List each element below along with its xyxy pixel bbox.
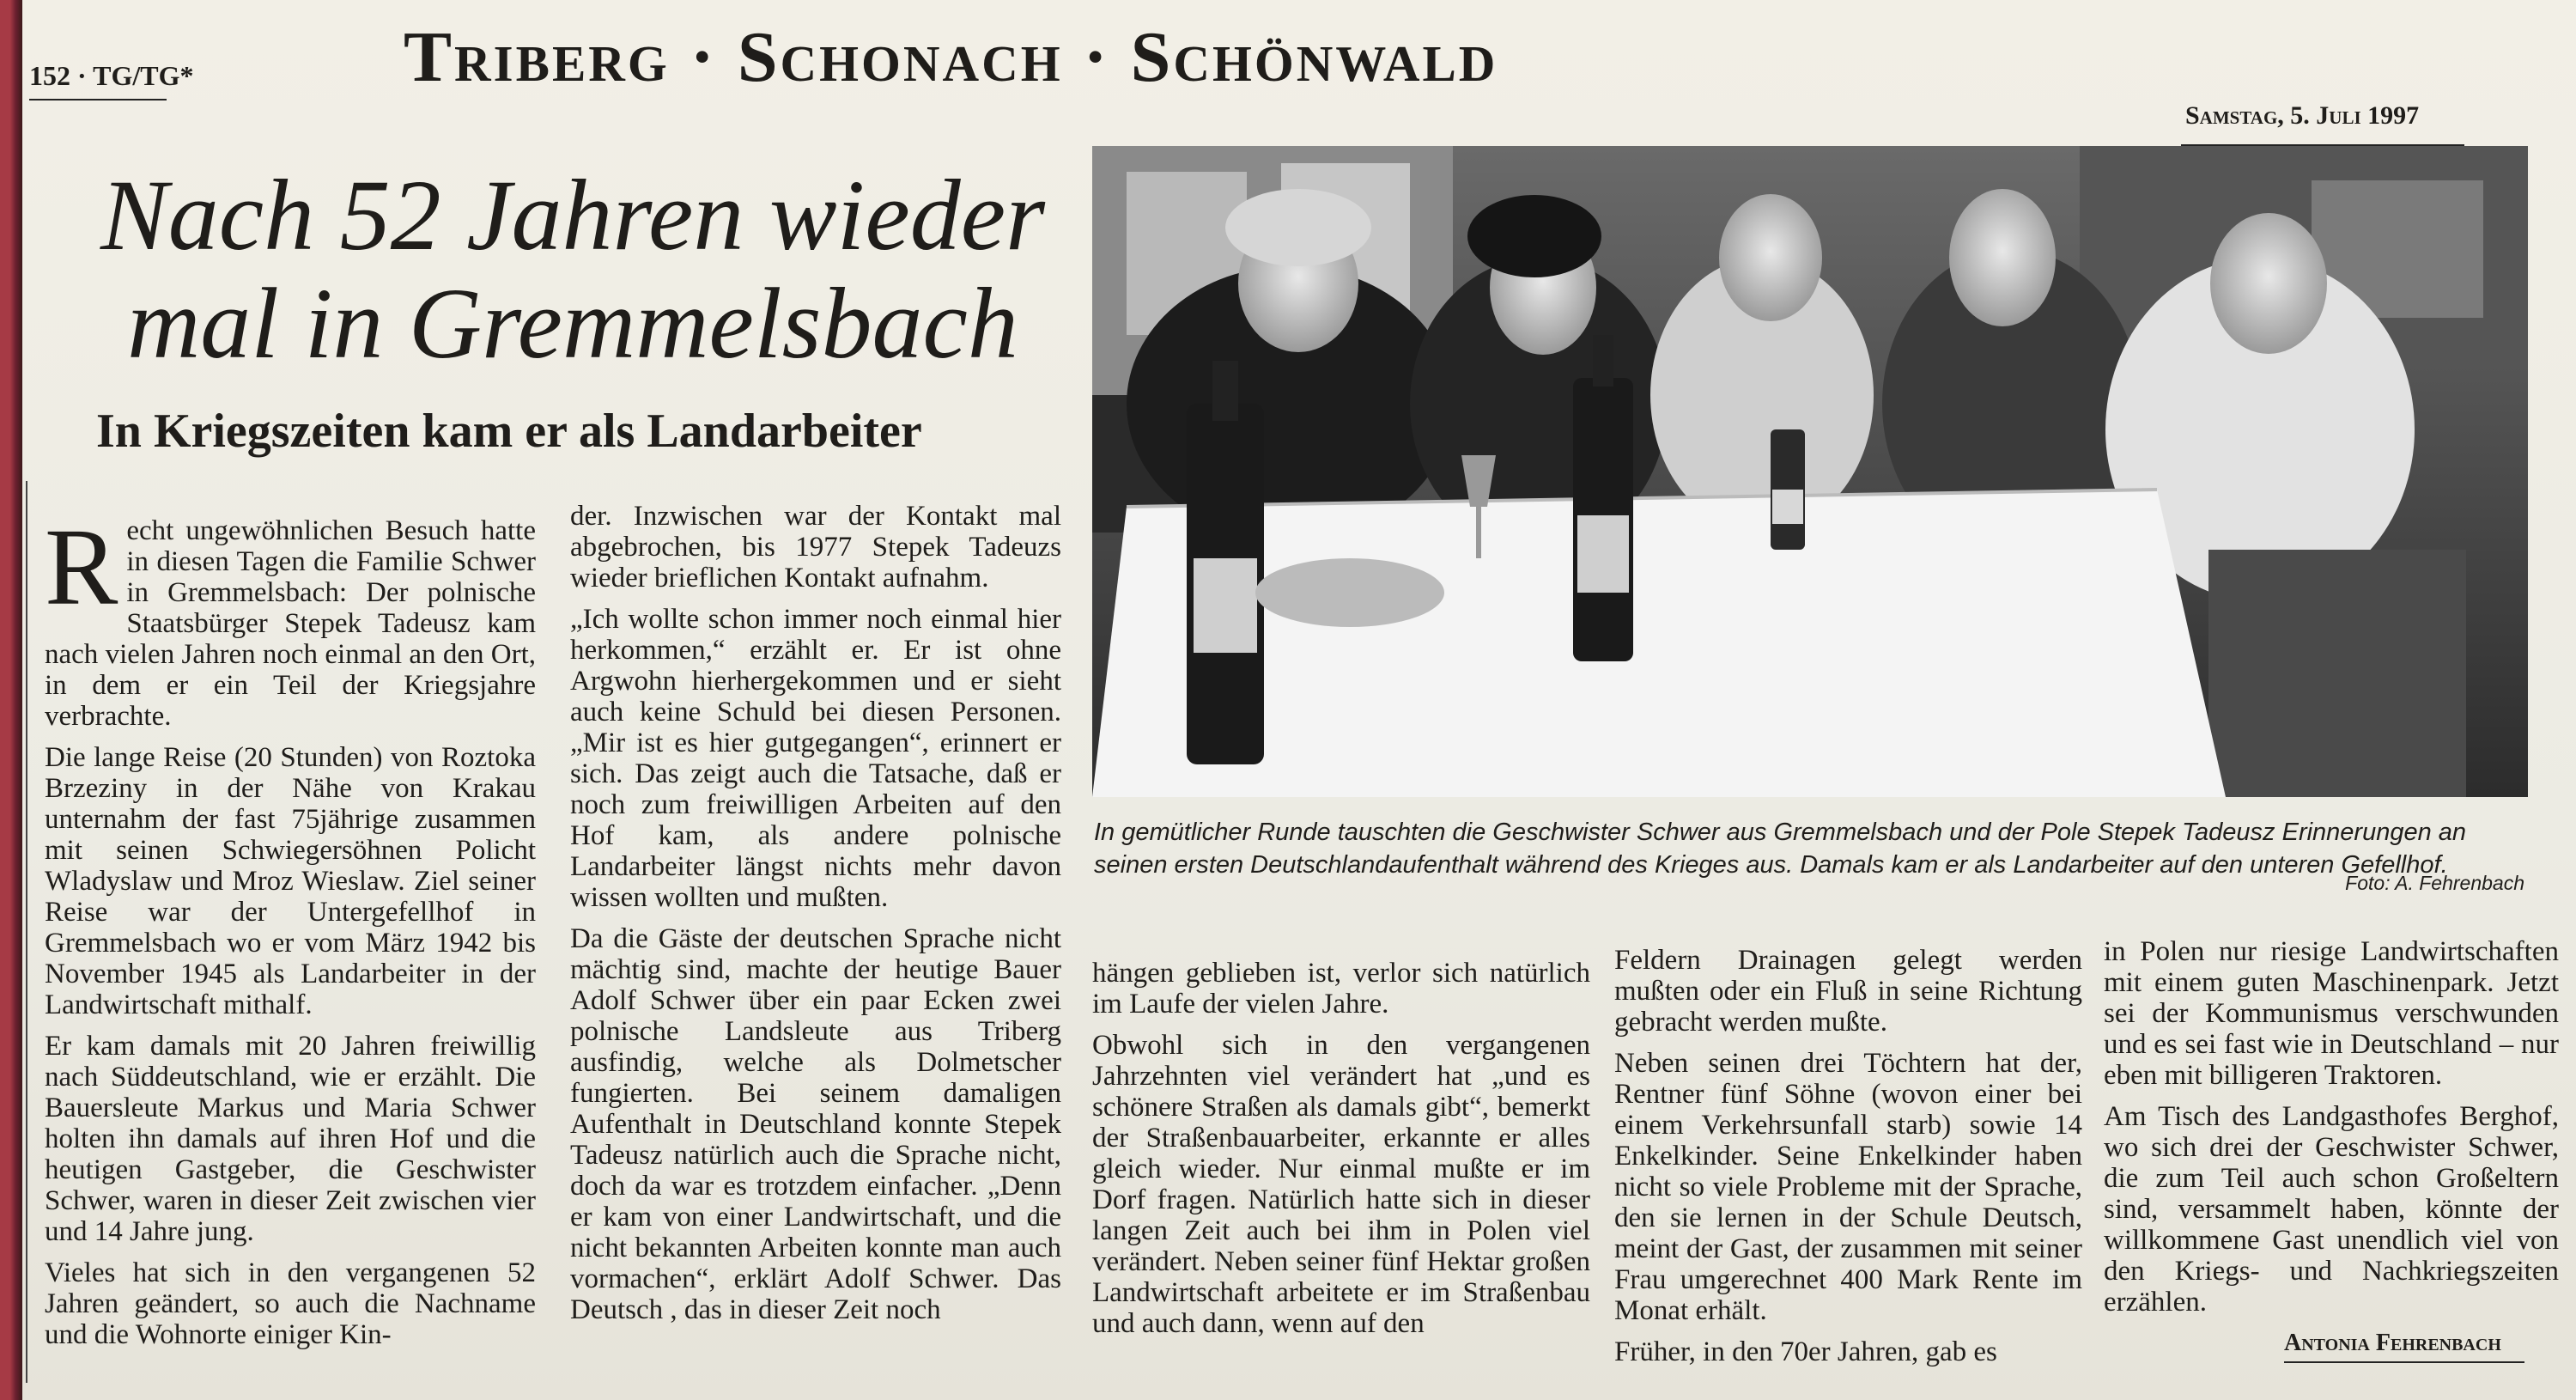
article-column-5	[2104, 936, 2559, 1328]
col3-para-1: hängen geblieben ist, verlor sich natürlich im Laufe der vielen Jahre.	[1092, 958, 1590, 1020]
issue-date: Samstag, 5. Juli 1997	[2185, 101, 2420, 130]
col4-para-2: Neben seinen drei Töchtern hat der, Rentner fünf Söhne (wovon einer bei einem Verkehrsunfall starb) sowie 14 Enkelkinder. Seine Enkelkinder haben nicht so viele Probleme mit der Sprache, den sie lernen in der Schule Deutsch, meint der Gast, der zusammen mit seiner Frau umgerechnet 400 Mark Rente im Monat erhält.	[1614, 1048, 2082, 1326]
photo-illustration	[1092, 146, 2528, 797]
author-rule	[2284, 1361, 2524, 1363]
article-column-1	[45, 506, 536, 1360]
photo-credit: Foto: A. Fehrenbach	[2345, 872, 2524, 894]
masthead: Triberg · Schonach · Schönwald	[404, 17, 1498, 97]
col2-para-2: „Ich wollte schon immer noch einmal hier herkommen,“ erzählt er. Er ist ohne Argwohn hierhergekommen und er sieht auch keine Schuld bei diesen Personen. „Mir ist es hier gutgegangen“, erinnert er sich. Das zeigt auch die Tatsache, daß er noch zum freiwilligen Arbeiten auf den Hof kam, als andere polnische Landarbeiter längst nichts mehr davon wissen wollten und mußten.	[570, 604, 1061, 913]
col5-para-1: in Polen nur riesige Landwirtschaften mit einem guten Maschinenpark. Jetzt sei der Kommunismus verschwunden und es sei fast wie in Deutschland – nur eben mit billigeren Traktoren.	[2104, 936, 2559, 1091]
col1-para-2: Die lange Reise (20 Stunden) von Roztoka Brzeziny in der Nähe von Krakau unternahm der fast 75jährige zusammen mit seinen Schwiegersöhnen Policht Wladyslaw und Mroz Wieslaw. Ziel seiner Reise war der Untergefellhof in Gremmelsbach wo er vom März 1942 bis November 1945 als Landarbeiter in der Landwirtschaft mithalf.	[45, 742, 536, 1020]
subheadline: In Kriegszeiten kam er als Landarbeiter	[96, 405, 922, 458]
author-byline: Antonia Fehrenbach	[2284, 1330, 2501, 1356]
article-photo	[1092, 146, 2528, 797]
col3-para-2: Obwohl sich in den vergangenen Jahrzehnten viel verändert hat „und es schönere Straßen als damals gibt“, bemerkt der Straßenbauarbeiter, erkannte er alles gleich wieder. Nur einmal mußte er im Dorf fragen. Natürlich hatte sich in dieser langen Zeit auch bei ihm in Polen viel verändert. Neben seiner fünf Hektar großen Landwirtschaft arbeitete er im Straßenbau und auch dann, wenn auf den	[1092, 1030, 1590, 1339]
header-rule-left	[29, 99, 167, 100]
article-column-3	[1092, 958, 1590, 1349]
photo-caption: In gemütlicher Runde tauschten die Geschwister Schwer aus Gremmelsbach und der Pole Stepek Tadeusz Erinnerungen an seinen ersten Deutschlandaufenthalt während des Krieges aus. Damals kam er als Landarbeiter auf den unteren Gefellhof.	[1094, 819, 2467, 879]
page-edge	[0, 0, 22, 1400]
page-number: 152 · TG/TG*	[29, 60, 194, 91]
col5-para-2: Am Tisch des Landgasthofes Berghof, wo sich drei der Geschwister Schwer, die zum Teil auch schon Großeltern sind, versammelt haben, könnte der willkommene Gast unendlich viel von den Kriegs- und Nachkriegszeiten erzählen.	[2104, 1101, 2559, 1318]
col4-para-3: Früher, in den 70er Jahren, gab es	[1614, 1336, 1997, 1367]
col2-para-1: der. Inzwischen war der Kontakt mal abgebrochen, bis 1977 Stepek Tadeuzs wieder brieflichen Kontakt aufnahm.	[570, 501, 1061, 593]
col4-para-1: Feldern Drainagen gelegt werden mußten oder ein Fluß in seine Richtung gebracht werden mußte.	[1614, 945, 2082, 1038]
col2-para-3: Da die Gäste der deutschen Sprache nicht mächtig sind, machte der heutige Bauer Adolf Schwer über ein paar Ecken zwei polnische Landsleute aus Triberg ausfindig, welche als Dolmetscher fungierten. Bei seinem damaligen Aufenthalt in Deutschland konnte Stepek Tadeusz natürlich auch die Sprache nicht, doch da war es trotzdem einfacher. „Denn er kam von einer Landwirtschaft, und die nicht bekannten Arbeiten konnte man auch vormachen“, erklärt Adolf Schwer. Das Deutsch , das in dieser Zeit noch	[570, 923, 1061, 1325]
headline: Nach 52 Jahren wieder mal in Gremmelsbach	[100, 159, 1046, 380]
column-rule-left	[26, 481, 27, 1383]
dropcap: R	[45, 506, 118, 628]
col1-para-3: Er kam damals mit 20 Jahren freiwillig nach Süddeutschland, wie er erzählt. Die Bauersleute Markus und Maria Schwer holten ihn damals auf ihren Hof und die heutigen Gastgeber, die Geschwister Schwer, waren in dieser Zeit zwischen vier und 14 Jahre jung.	[45, 1031, 536, 1247]
col1-para-1: echt ungewöhnlichen Besuch hatte in diesen Tagen die Familie Schwer in Gremmelsbach: Der polnische Staatsbürger Stepek Tadeusz kam nach vielen Jahren noch einmal an den Ort, in dem er ein Teil der Kriegsjahre verbrachte.	[45, 515, 536, 732]
article-column-2	[570, 501, 1061, 1336]
col1-para-4: Vieles hat sich in den vergangenen 52 Jahren geändert, so auch die Nachname und die Wohnorte einiger Kin-	[45, 1257, 536, 1350]
article-column-4	[1614, 945, 2082, 1378]
